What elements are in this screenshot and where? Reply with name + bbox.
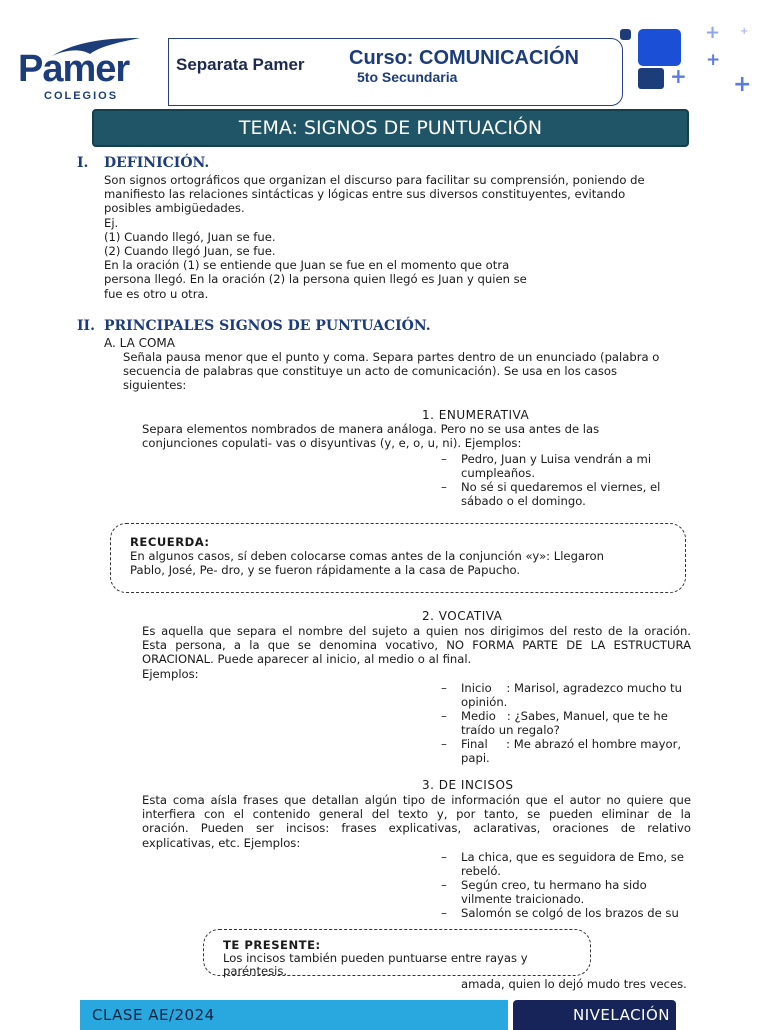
list-item-continuation: amada, quien lo dejó mudo tres veces. (461, 977, 687, 991)
plus-icon: + (706, 50, 721, 70)
te-presente-content (223, 938, 563, 978)
text-line: posibles ambigüedades. (104, 201, 245, 216)
footer-class-label: CLASE AE/2024 (92, 1006, 215, 1024)
text-line: conjunciones copulati- vas o disyuntivas (y, e, o, u, ni). Ejemplos: (142, 436, 522, 451)
text-line: Señala pausa menor que el punto y coma. Separa partes dentro de un enunciado (palabra o (123, 350, 660, 364)
footer-class-bar (80, 1000, 508, 1030)
vocativa-body (142, 624, 691, 681)
example-line: (2) Cuando llegó Juan, se fue. (104, 244, 276, 259)
incisos-body (142, 793, 691, 850)
plus-icon: + (740, 26, 749, 37)
text-line: paréntesis. (223, 964, 288, 978)
section-2-title: PRINCIPALES SIGNOS DE PUNTUACIÓN. (104, 318, 431, 334)
list-item: – Salomón se colgó de los brazos de su (441, 906, 679, 920)
incisos-heading: 3. DE INCISOS (422, 778, 514, 792)
text-line: persona llegó. En la oración (2) la persona quien llegó es Juan y quien se (104, 272, 527, 287)
text-line: explicativas, etc. Ejemplos: (142, 835, 301, 850)
list-item: – Pedro, Juan y Luisa vendrán a mi cumpleaños. (441, 452, 652, 480)
text-line: Los incisos también pueden puntuarse entre rayas y (223, 951, 528, 965)
course-title: Curso: COMUNICACIÓN (349, 47, 579, 69)
list-item: – La chica, que es seguidora de Emo, se rebeló. (441, 850, 684, 878)
text-line: Separa elementos nombrados de manera análoga. Pero no se usa antes de las (142, 422, 600, 436)
topic-title-bar: TEMA: SIGNOS DE PUNTUACIÓN (92, 109, 689, 147)
text-line: interfiera con el contenido general del texto y, por tanto, se pueden eliminar de la (142, 807, 691, 822)
text-line: Esta coma aísla frases que detallan algún tipo de información que el autor no quiere que (142, 793, 691, 807)
text-line: Ej. (104, 215, 119, 230)
list-item: – No sé si quedaremos el viernes, el sábado o el domingo. (441, 480, 661, 508)
text-line: Ejemplos: (142, 666, 199, 681)
medium-square-icon (638, 68, 664, 89)
list-item: – Final : Me abrazó el hombre mayor, papi. (441, 737, 682, 765)
text-line: Esta persona, a la que se denomina vocativo, NO FORMA PARTE DE LA ESTRUCTURA (142, 638, 691, 653)
plus-icon: + (670, 64, 687, 88)
te-presente-title: TE PRESENTE: (223, 938, 321, 952)
text-line: siguientes: (123, 378, 187, 393)
section-2-number: II. (77, 318, 95, 334)
recuerda-content (130, 535, 675, 577)
text-line: oración. Pueden ser incisos: frases explicativas, aclarativas, oraciones de relativo (142, 821, 691, 836)
list-item: – Medio : ¿Sabes, Manuel, que te he traído un regalo? (441, 709, 668, 737)
text-line: Son signos ortográficos que organizan el discurso para facilitar su comprensión, poniendo de (104, 173, 645, 187)
coma-intro (123, 350, 703, 393)
small-square-icon (620, 29, 631, 40)
large-square-icon (638, 29, 681, 66)
text-line: En algunos casos, sí deben colocarse comas antes de la conjunción «y»: Llegaron (130, 549, 604, 563)
text-line: Es aquella que separa el nombre del sujeto a quien nos dirigimos del resto de la oración. (142, 624, 691, 638)
vocativa-heading: 2. VOCATIVA (422, 609, 503, 623)
text-line: fue es otro u otra. (104, 286, 209, 301)
list-item: – Según creo, tu hermano ha sido vilmente traicionado. (441, 878, 647, 906)
example-line: (1) Cuando llegó, Juan se fue. (104, 229, 276, 244)
text-line: ORACIONAL. Puede aparecer al inicio, al medio o al final. (142, 652, 472, 667)
enumerativa-body (142, 422, 702, 450)
list-item: – Inicio : Marisol, agradezco mucho tu opinión. (441, 681, 682, 709)
recuerda-title: RECUERDA: (130, 535, 210, 549)
header-decoration (616, 22, 756, 106)
grade-label: 5to Secundaria (357, 69, 458, 85)
plus-icon: + (733, 72, 752, 97)
pamer-logo (14, 36, 159, 106)
section-1-body (104, 173, 704, 301)
logo-subtitle: COLEGIOS (44, 90, 119, 102)
logo-wordmark: Pamer (18, 48, 130, 90)
footer-level-bar (513, 1000, 676, 1030)
separata-label: Separata Pamer (176, 55, 305, 74)
subsection-a-heading: A. LA COMA (104, 336, 175, 350)
text-line: En la oración (1) se entiende que Juan se fue en el momento que otra (104, 258, 510, 273)
section-1-title: DEFINICIÓN. (104, 155, 210, 171)
footer-level-label: NIVELACIÓN (572, 1006, 670, 1024)
enumerativa-heading: 1. ENUMERATIVA (422, 408, 530, 422)
plus-icon: + (705, 22, 721, 43)
text-line: secuencia de palabras que constituye un acto de comunicación). Se usa en los casos (123, 364, 618, 379)
text-line: Pablo, José, Pe- dro, y se fueron rápidamente a la casa de Papucho. (130, 563, 521, 578)
section-1-number: I. (77, 155, 89, 171)
text-line: manifiesto las relaciones sintácticas y lógicas entre sus diversos constituyentes, evitando (104, 187, 626, 202)
